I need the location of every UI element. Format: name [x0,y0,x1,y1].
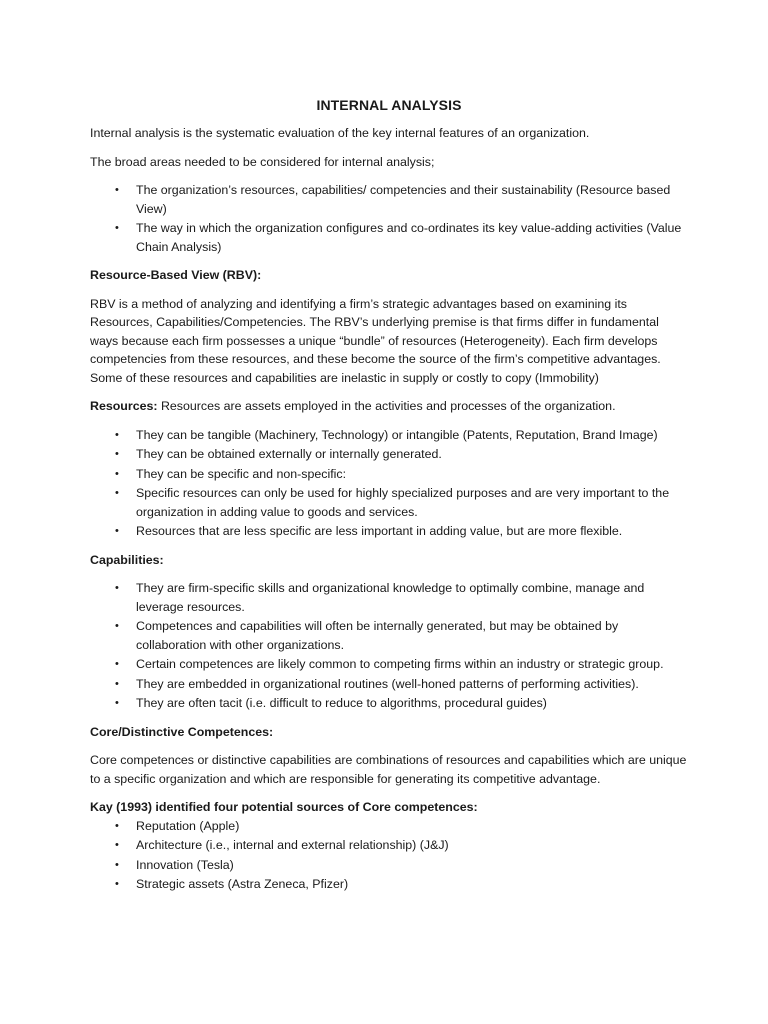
bullet-icon: • [115,487,119,499]
list-item-text: Architecture (i.e., internal and external relationship) (J&J) [136,838,449,852]
resources-label: Resources: [90,399,158,413]
list-item [90,694,688,713]
list-item [90,856,688,875]
list-item-text: Resources that are less specific are less important in adding value, but are more flexible. [136,524,623,538]
list-item [90,875,688,894]
list-item-text: Competences and capabilities will often be internally generated, but may be obtained by collaboration with other organizations. [136,619,619,652]
document-title: INTERNAL ANALYSIS [316,97,462,113]
resources-paragraph [90,397,688,416]
bullet-icon: • [115,858,119,871]
bullet-icon: • [115,448,119,460]
list-item-text: They can be tangible (Machinery, Technology) or intangible (Patents, Reputation, Brand Image) [136,427,658,442]
list-item [90,465,688,484]
resources-list [90,426,688,541]
resources-text: Resources are assets employed in the activities and processes of the organization. [157,399,616,413]
kay-heading: Kay (1993) identified four potential sources of Core competences: [90,800,478,814]
list-item [90,426,688,445]
bullet-icon: • [115,467,119,480]
bullet-icon: • [115,839,119,851]
list-item-text: The way in which the organization configures and co-ordinates its key value-adding activities (Value Chain Analysis) [136,221,682,254]
list-item [90,522,688,541]
list-item-text: Reputation (Apple) [136,818,240,833]
bullet-icon: • [115,582,119,594]
list-item [90,675,688,694]
bullet-icon: • [115,222,119,234]
bullet-icon: • [115,819,119,832]
list-item [90,817,688,836]
bullet-icon: • [115,525,119,537]
list-item [90,655,688,674]
bullet-icon: • [115,658,119,670]
rbv-paragraph: RBV is a method of analyzing and identifying a firm’s strategic advantages based on examining its Resources, Capabilities/Competencies. The RBV’s underlying premise is that firms differ in fundamental ways because each firm possesses a unique “bundle” of resources (Heterogeneity). Each firm develops competencies from these resources, and these become the source of the firm’s competitive advantages. Some of these resources and capabilities are inelastic in supply or costly to copy (Immobility) [90,296,661,385]
list-item-text: Strategic assets (Astra Zeneca, Pfizer) [136,877,349,891]
list-item-text: They can be specific and non-specific: [136,466,347,481]
list-item-text: They are often tacit (i.e. difficult to reduce to algorithms, procedural guides) [136,696,547,710]
kay-list [90,817,688,894]
list-item [90,484,688,521]
list-item [90,617,688,654]
core-heading: Core/Distinctive Competences: [90,724,274,739]
list-item [90,219,688,256]
intro-paragraph: Internal analysis is the systematic evaluation of the key internal features of an organization. [90,126,590,140]
list-item-text: They are firm-specific skills and organizational knowledge to optimally combine, manage and leverage resources. [136,581,645,614]
bullet-icon: • [115,428,119,441]
capabilities-heading: Capabilities: [90,552,164,567]
list-item-text: Innovation (Tesla) [136,857,234,872]
bullet-icon: • [115,620,119,632]
list-item-text: Certain competences are likely common to competing firms within an industry or strategic group. [136,657,664,671]
core-paragraph: Core competences or distinctive capabilities are combinations of resources and capabilities which are unique to a specific organization and which are responsible for generating its competitive advantage. [90,753,687,786]
bullet-icon: • [115,697,119,709]
list-item [90,181,688,218]
list-item-text: They are embedded in organizational routines (well-honed patterns of performing activities). [136,676,639,691]
list-item-text: Specific resources can only be used for highly specialized purposes and are very important to the organization in adding value to goods and services. [136,486,670,519]
list-item [90,836,688,855]
bullet-icon: • [115,184,119,196]
rbv-heading: Resource-Based View (RBV): [90,268,262,282]
broad-areas-paragraph: The broad areas needed to be considered for internal analysis; [90,154,435,169]
bullet-icon: • [115,878,119,890]
broad-areas-list [90,181,688,256]
list-item [90,445,688,464]
capabilities-list [90,579,688,713]
list-item-text: The organization’s resources, capabilities/ competencies and their sustainability (Resource based View) [136,183,671,216]
bullet-icon: • [115,677,119,690]
list-item-text: They can be obtained externally or internally generated. [136,447,442,461]
list-item [90,579,688,616]
